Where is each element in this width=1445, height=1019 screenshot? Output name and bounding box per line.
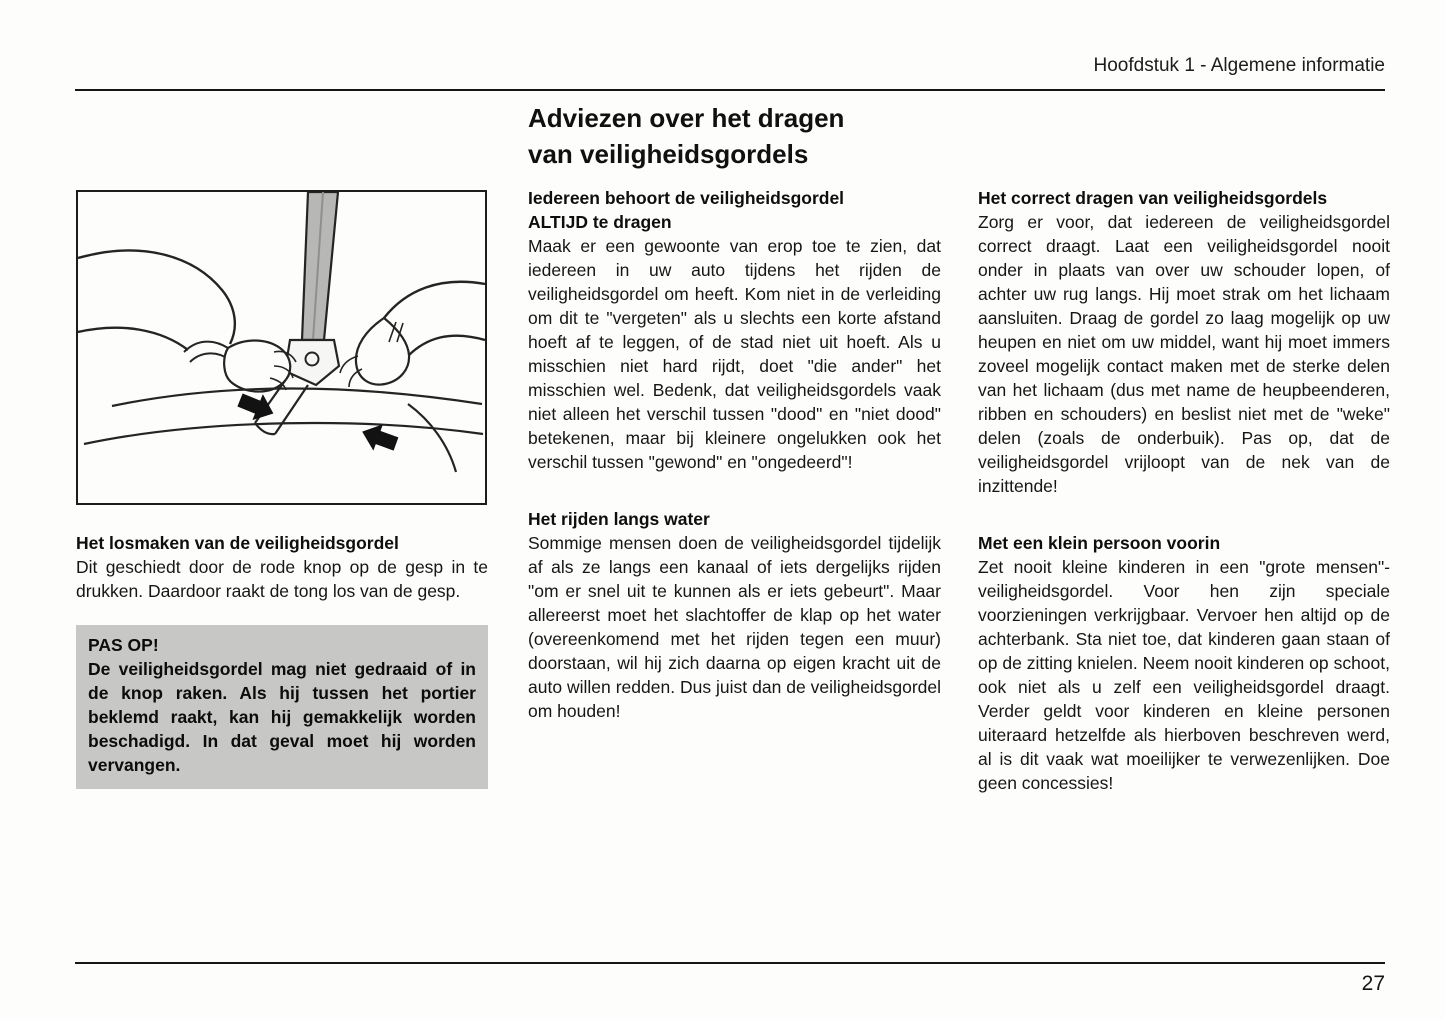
seatbelt-buckle-drawing	[78, 192, 485, 503]
heading-iedereen-altijd	[528, 186, 941, 234]
seatbelt-illustration	[76, 190, 487, 505]
paragraph-klein-persoon: Zet nooit kleine kinderen in een "grote mensen"-veiligheidsgordel. Voor hen zijn speciale voorzieningen verkrijgbaar. Vervoer hen altijd op de achterbank. Sta niet toe, dat kinderen gaan staan of op de zitting knielen. Neem nooit kinderen op schoot, ook niet als u zelf een veiligheidsgordel draagt. Verder geldt voor kinderen en kleine personen uiteraard hetzelfde als hierboven beschreven werd, al is dit vaak wat moeilijker te verwezenlijken. Doe geen concessies!	[978, 557, 1390, 793]
page-title	[528, 100, 844, 172]
paragraph-losmaken: Dit geschiedt door de rode knop op de gesp in te drukken. Daardoor raakt de tong los van de gesp.	[76, 557, 488, 601]
bottom-rule	[75, 962, 1385, 964]
chapter-header: Hoofdstuk 1 - Algemene informatie	[1093, 55, 1385, 76]
page-number: 27	[1361, 972, 1385, 995]
left-column	[76, 190, 488, 789]
warning-body: De veiligheidsgordel mag niet gedraaid of in de knop raken. Als hij tussen het portier beklemd raakt, kan hij gemakkelijk worden beschadigd. In dat geval moet hij worden vervangen.	[88, 659, 476, 775]
paragraph-correct-dragen: Zorg er voor, dat iedereen de veiligheidsgordel correct draagt. Laat een veiligheidsgordel nooit onder in plaats van over uw schouder lopen, of achter uw rug langs. Hij moet strak om het lichaam aansluiten. Draag de gordel zo laag mogelijk op uw heupen en niet om uw middel, want hij moet immers zoveel mogelijk contact maken met de sterke delen van het lichaam (dus met name de heupbeenderen, ribben en schouders) en beslist niet met de "weke" delen (zoals de onderbuik). Pas op, dat de veiligheidsgordel vrijloopt van de nek van de inzittende!	[978, 212, 1390, 496]
right-column	[978, 186, 1390, 795]
paragraph-rijden-langs-water: Sommige mensen doen de veiligheidsgordel tijdelijk af als ze langs een kanaal of iets dergelijks rijden "om er snel uit te kunnen als er iets gebeurt". Maar allereerst moet het slachtoffer de klap op het water (overeenkomend met het rijden tegen een muur) doorstaan, wil hij zich daarna op eigen kracht uit de auto willen redden. Dus juist dan de veiligheidsgordel om houden!	[528, 533, 941, 721]
heading-iedereen-altijd-line2: ALTIJD te dragen	[528, 212, 672, 232]
page-title-line1: Adviezen over het dragen	[528, 103, 845, 133]
page-title-line2: van veiligheidsgordels	[528, 139, 809, 169]
paragraph-iedereen-altijd: Maak er een gewoonte van erop toe te zien, dat iedereen in uw auto tijdens het rijden de veiligheidsgordel om heeft. Kom niet in de verleiding om dit te "vergeten" als u slechts een korte afstand hoeft af te leggen, of de stad niet uit hoeft. Als u misschien niet hard rijdt, doet "die ander" het misschien wel. Bedenk, dat veiligheidsgordels vaak niet alleen het verschil tussen "dood" en "niet dood" betekenen, maar bij kleinere ongelukken ook het verschil tussen "gewond" en "ongedeerd"!	[528, 236, 941, 472]
warning-box	[76, 625, 488, 789]
heading-rijden-langs-water: Het rijden langs water	[528, 509, 710, 529]
top-rule	[75, 89, 1385, 91]
heading-klein-persoon: Met een klein persoon voorin	[978, 533, 1221, 553]
middle-column	[528, 186, 941, 723]
heading-losmaken: Het losmaken van de veiligheidsgordel	[76, 533, 399, 553]
heading-iedereen-altijd-line1: Iedereen behoort de veiligheidsgordel	[528, 188, 845, 208]
heading-correct-dragen: Het correct dragen van veiligheidsgordels	[978, 188, 1328, 208]
warning-title: PAS OP!	[88, 635, 159, 655]
